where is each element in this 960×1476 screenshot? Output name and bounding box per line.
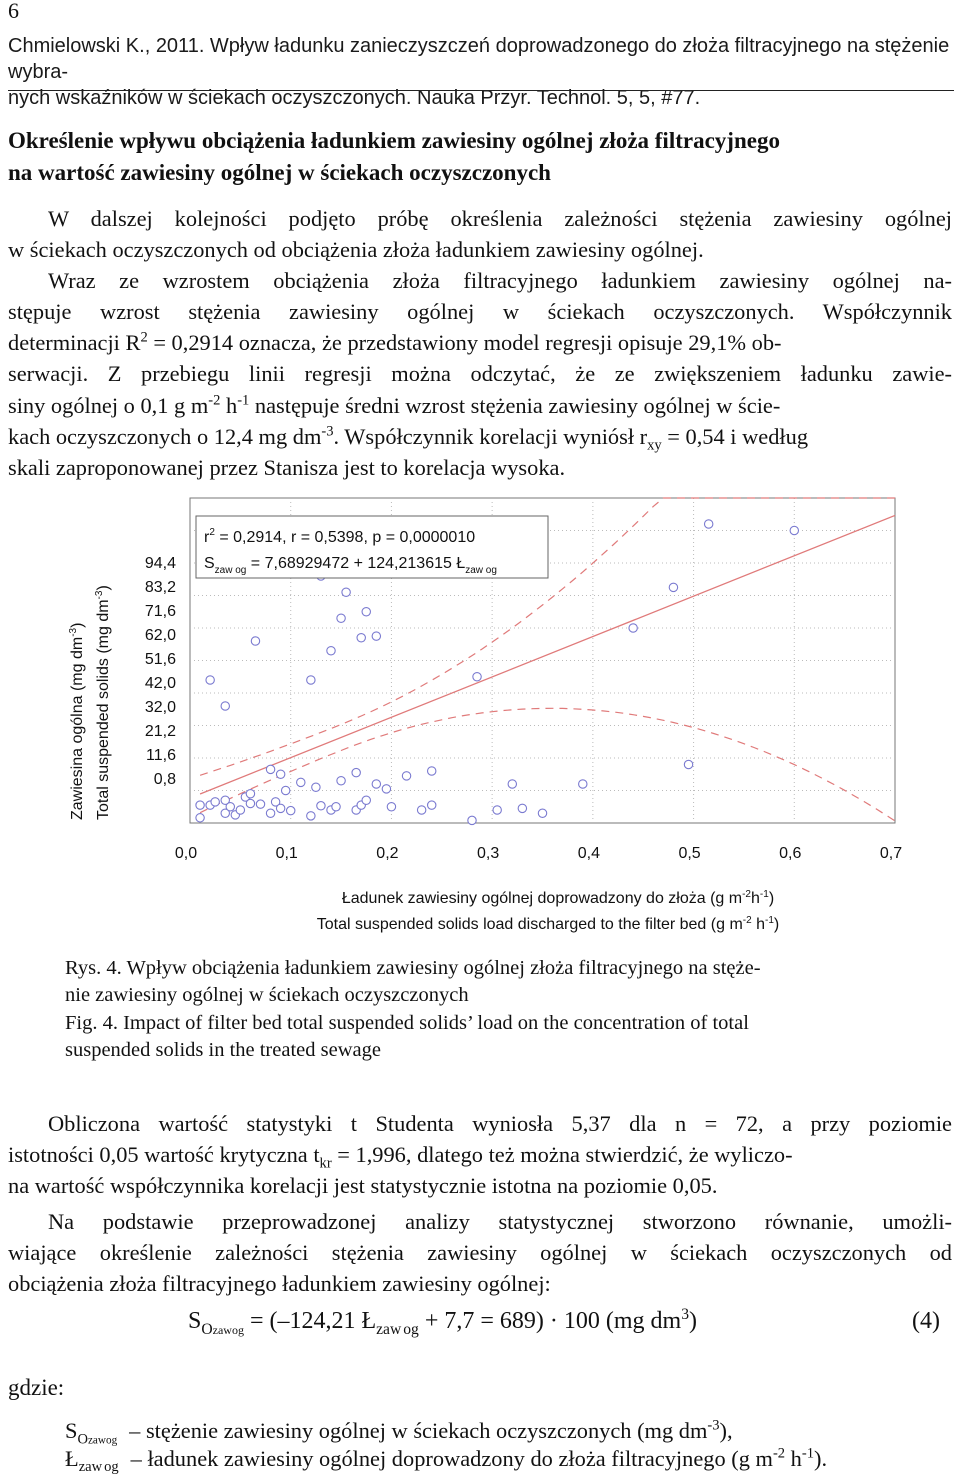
paragraph-3-line: obciążenia złoża filtracyjnego ładunkiem zawiesiny ogólnej: [8, 1271, 551, 1297]
data-point [266, 809, 274, 817]
figure-caption [65, 955, 945, 1064]
data-point [221, 702, 229, 710]
paragraph-2-line: istotności 0,05 wartość krytyczna $t_{kr} = 1,996$, dlatego też można stwierdzić, że wyliczo- [8, 1142, 793, 1172]
y-tick-label: 62,0 [144, 627, 176, 644]
y-axis-label-pl: Zawiesina ogólna (mg $dm^{-3}$) [68, 622, 86, 820]
header-rule [8, 90, 954, 91]
data-point [362, 608, 370, 616]
data-point [362, 796, 370, 804]
data-point [372, 632, 380, 640]
data-point [211, 798, 219, 806]
paragraph-1-line: stępuje wzrost stężenia zawiesiny ogólnej w ściekach oczyszczonych. Współczynnik [8, 299, 952, 325]
paragraph-1-line: w ściekach oczyszczonych od obciążenia złoża ładunkiem zawiesiny ogólnej. [8, 237, 704, 263]
page-number: 6 [8, 0, 19, 23]
data-point [287, 806, 295, 814]
paragraph-1-line: determinacji $R^2 = 0,2914$ oznacza, że przedstawiony model regresji opisuje 29,1% ob- [8, 329, 782, 356]
section-heading-line-1: Określenie wpływu obciążenia ładunkiem zawiesiny ogólnej złoża filtracyjnego [8, 128, 780, 153]
data-point [518, 804, 526, 812]
data-point [297, 778, 305, 786]
data-point [266, 765, 274, 773]
paragraph-1-line: Wraz ze wzrostem obciążenia złoża filtracyjnego ładunkiem zawiesiny ogólnej na- [48, 268, 952, 294]
data-point [226, 803, 234, 811]
paragraph-1-line: siny ogólnej o 0,1 g $m^{-2}$ $h^{-1}$ następuje średni wzrost stężenia zawiesiny ogólnej w ście- [8, 392, 781, 418]
y-axis-label-en: Total suspended solids (mg $dm^{-3}$) [94, 585, 112, 820]
data-point [402, 772, 410, 780]
y-tick-label: 32,0 [144, 699, 176, 716]
y-tick-label: 42,0 [144, 675, 176, 692]
paragraph-2-line: Obliczona wartość statystyki t Studenta wyniosła 5,37 dla n = 72, a przy poziomie [48, 1111, 952, 1136]
section-heading-line-2: na wartość zawiesiny ogólnej w ściekach oczyszczonych [8, 160, 551, 185]
x-tick-labels [175, 845, 902, 862]
data-point [317, 802, 325, 810]
caption-en-2: suspended solids in the treated sewage [65, 1038, 381, 1061]
paragraph-3-line: Na podstawie przeprowadzonej analizy statystycznej stworzono równanie, umożli- [48, 1209, 952, 1234]
x-axis-label-en: Total suspended solids load discharged to the filter bed (g $m^{-2}$ $h^{-1}$) [316, 915, 780, 933]
x-tick-label: 0,5 [678, 845, 701, 862]
where-label: gdzie: [8, 1375, 65, 1400]
citation [8, 33, 953, 111]
x-tick-label: 0,4 [577, 845, 600, 862]
paragraph-2-line: na wartość współczynnika korelacji jest statystycznie istotna na poziomie 0,05. [8, 1173, 718, 1199]
data-point [342, 588, 350, 596]
paragraph-3-line: wiające określenie zależności stężenia zawiesiny ogólnej w ściekach oczyszczonych od [8, 1240, 952, 1266]
data-point [629, 624, 637, 632]
caption-en-1: Fig. 4. Impact of filter bed total suspended solids’ load on the concentration of total [65, 1011, 749, 1034]
data-point [669, 583, 677, 591]
caption-pl-1: Rys. 4. Wpływ obciążenia ładunkiem zawiesiny ogólnej złoża filtracyjnego na stęże- [65, 957, 761, 979]
paragraph-1-line: serwacji. Z przebiegu linii regresji można odczytać, że ze zwiększeniem ładunku zawie- [8, 361, 952, 387]
caption-pl-2: nie zawiesiny ogólnej w ściekach oczyszczonych [65, 984, 469, 1007]
y-tick-label: 94,4 [144, 555, 176, 572]
equation-4: $S_{Ozawog} = (-124,21$ $Ł_{zaw og} + 7,7 = 689) \cdot 100$ (mg $dm^3$) [188, 1306, 698, 1338]
scatter-chart [0, 490, 960, 945]
data-point [352, 768, 360, 776]
x-tick-label: 0,6 [779, 845, 802, 862]
data-point [256, 800, 264, 808]
y-tick-label: 0,8 [153, 771, 176, 788]
data-point [281, 786, 289, 794]
data-point [276, 770, 284, 778]
paragraph-1 [8, 203, 952, 483]
data-point [508, 780, 516, 788]
data-point [307, 676, 315, 684]
paragraph-3 [8, 1206, 952, 1299]
data-point [428, 767, 436, 775]
y-tick-label: 11,6 [146, 747, 176, 764]
y-tick-label: 51,6 [144, 651, 176, 668]
x-tick-label: 0,7 [879, 845, 903, 862]
data-point [246, 799, 254, 807]
paragraph-1-line: skali zaproponowanej przez Stanisza jest to korelacja wysoka. [8, 454, 566, 480]
data-point [538, 809, 546, 817]
section-heading [8, 125, 948, 189]
data-point [473, 673, 481, 681]
x-tick-label: 0,1 [275, 845, 298, 862]
data-point [684, 760, 692, 768]
paragraph-1-line: kach oczyszczonych o 12,4 mg $dm^{-3}$. Współczynnik korelacji wyniósł $r_{xy} = 0,54$ i według [8, 423, 809, 454]
data-point [206, 676, 214, 684]
citation-line-2: nych wskaźników w ściekach oczyszczonych. Nauka Przyr. Technol. 5, 5, #77. [8, 87, 701, 109]
citation-line-1: Chmielowski K., 2011. Wpływ ładunku zanieczyszczeń doprowadzonego do złoża filtracyjnego na stężenie wybra- [8, 35, 950, 83]
y-tick-labels [145, 555, 176, 788]
y-tick-label: 71,6 [144, 603, 176, 620]
stats-line: $r^2 = 0,2914$, r = 0,5398, p = 0,0000010 [204, 527, 476, 546]
x-tick-label: 0,0 [174, 845, 198, 862]
equation-number: (4) [912, 1308, 940, 1334]
data-point [251, 637, 259, 645]
regression-equation: $S_{zaw og} = 7,68929472 + 124,213615$ $Ł_{zaw og}$ [204, 555, 497, 576]
data-point [327, 647, 335, 655]
data-point [236, 806, 244, 814]
paragraph-2 [8, 1108, 952, 1201]
paragraph-1-line: W dalszej kolejności podjęto próbę określenia zależności stężenia zawiesiny ogólnej [48, 206, 952, 231]
definition-1: $S_{Ozawog}$ – stężenie zawiesiny ogólnej w ściekach oczyszczonych (mg $dm^{-3}$), [65, 1417, 733, 1448]
x-tick-label: 0,3 [477, 845, 500, 862]
data-point [387, 803, 395, 811]
data-point [337, 614, 345, 622]
y-tick-label: 21,2 [144, 723, 176, 740]
data-point [276, 804, 284, 812]
data-point [246, 790, 254, 798]
data-point [428, 801, 436, 809]
data-point [579, 780, 587, 788]
data-point [493, 806, 501, 814]
data-point [196, 814, 204, 822]
data-point [790, 526, 798, 534]
data-point [417, 806, 425, 814]
data-point [312, 783, 320, 791]
data-point [357, 634, 365, 642]
data-point [337, 777, 345, 785]
data-point [196, 801, 204, 809]
data-point [307, 812, 315, 820]
data-point [468, 816, 476, 824]
data-point [704, 520, 712, 528]
y-tick-label: 83,2 [144, 579, 176, 596]
data-point [372, 780, 380, 788]
x-axis-label-pl: Ładunek zawiesiny ogólnej doprowadzony do złoża (g $m^{-2}h^{-1}$) [341, 889, 775, 907]
definition-2: $Ł_{zaw og}$ – ładunek zawiesiny ogólnej doprowadzony do złoża filtracyjnego (g $m^{-2}$ $h^{-1}$). [65, 1445, 828, 1476]
x-tick-label: 0,2 [376, 845, 399, 862]
data-point [382, 785, 390, 793]
data-point [332, 803, 340, 811]
